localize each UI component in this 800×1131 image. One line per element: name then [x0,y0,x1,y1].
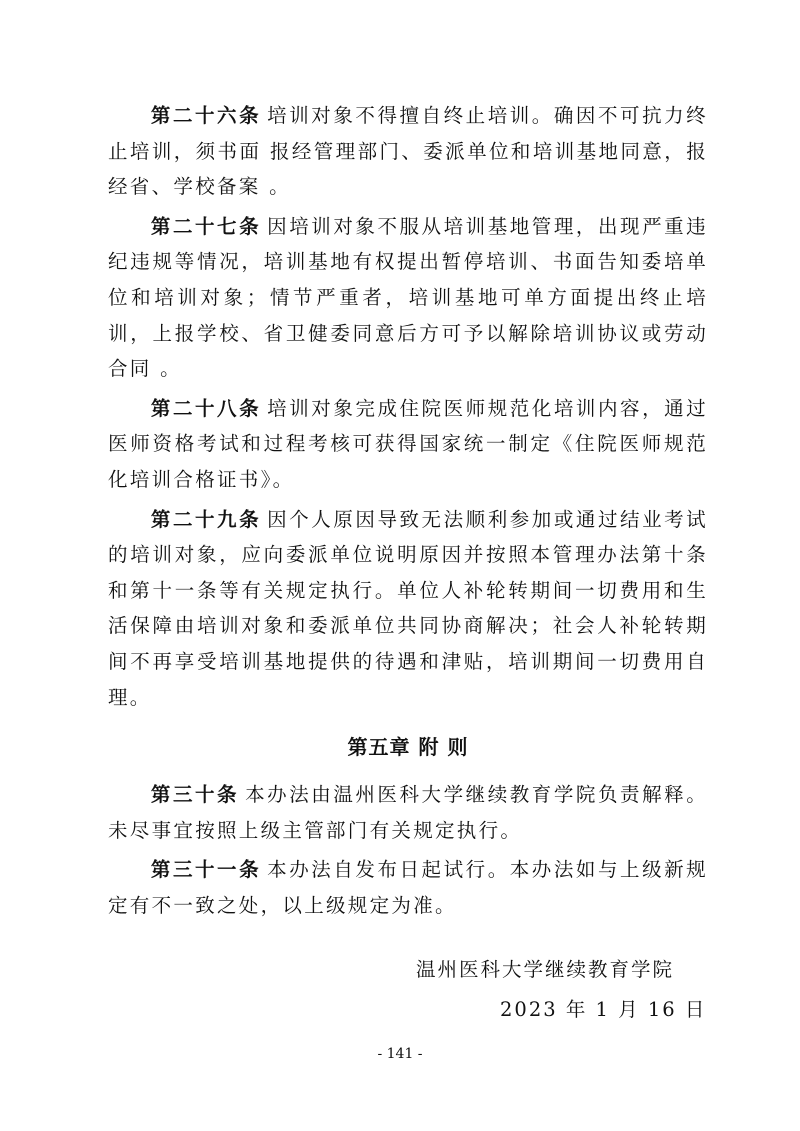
article-number: 第三十条 [150,783,240,807]
article-text: 培训对象完成住院医师规范化培训内容，通过医师资格考试和过程考核可获得国家统一制定《住院医师规范化培训合格证书》。 [108,396,708,491]
article-number: 第二十七条 [150,214,262,238]
article-number: 第二十九条 [150,507,262,531]
article-text: 本办法自发布日起试行。本办法如与上级新规定有不一致之处，以上级规定为准。 [108,858,708,917]
article-26 [108,98,708,205]
chapter-title: 第五章 附 则 [347,735,469,760]
article-number: 第三十一条 [150,858,262,882]
article-30 [108,777,708,848]
page-number: - 141 - [377,1046,423,1062]
article-number: 第二十六条 [150,104,262,127]
article-28 [108,391,708,498]
article-text: 本办法由温州医科大学继续教育学院负责解释。未尽事宜按照上级主管部门有关规定执行。 [108,783,708,842]
article-text: 培训对象不得擅自终止培训。确因不可抗力终止培训，须书面 报经管理部门、委派单位和培训基地同意，报经省、学校备案 。 [108,104,708,199]
signature-date: 2023 年 1 月 16 日 [500,998,707,1021]
article-text: 因个人原因导致无法顺利参加或通过结业考试的培训对象，应向委派单位说明原因并按照本管理办法第十条和第十一条等有关规定执行。单位人补轮转期间一切费用和生活保障由培训对象和委派单位共同协商解决；社会人补轮转期间不再享受培训基地提供的待遇和津贴，培训期间一切费用自理。 [108,507,708,709]
signature-organization: 温州医科大学继续教育学院 [416,958,675,981]
article-27 [108,209,708,387]
article-text: 因培训对象不服从培训基地管理，出现严重违纪违规等情况，培训基地有权提出暂停培训、书面告知委培单位和培训对象；情节严重者，培训基地可单方面提出终止培训，上报学校、省卫健委同意后方可予以解除培训协议或劳动合同 。 [108,214,708,381]
article-number: 第二十八条 [150,396,262,420]
document-body [108,98,708,927]
article-31 [108,852,708,923]
article-29 [108,502,708,716]
